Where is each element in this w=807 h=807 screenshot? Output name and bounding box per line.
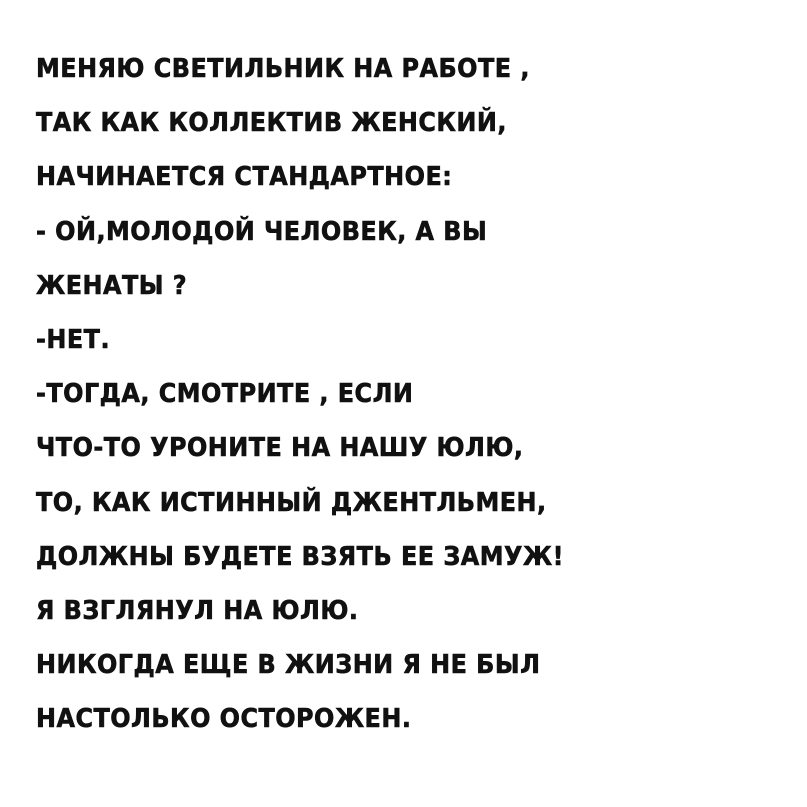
- story-line-11: Я ВЗГЛЯНУЛ НА ЮЛЮ.: [36, 595, 359, 626]
- story-line-4: - ОЙ,МОЛОДОЙ ЧЕЛОВЕК, А ВЫ: [36, 216, 488, 247]
- story-line-10: ДОЛЖНЫ БУДЕТЕ ВЗЯТЬ ЕЕ ЗАМУЖ!: [36, 541, 565, 572]
- story-line-2: ТАК КАК КОЛЛЕКТИВ ЖЕНСКИЙ,: [36, 108, 507, 139]
- story-line-9: ТО, КАК ИСТИННЫЙ ДЖЕНТЛЬМЕН,: [36, 487, 547, 518]
- story-line-5: ЖЕНАТЫ ?: [36, 270, 188, 301]
- story-line-6: -НЕТ.: [36, 324, 111, 355]
- story-line-13: НАСТОЛЬКО ОСТОРОЖЕН.: [36, 704, 412, 735]
- story-line-12: НИКОГДА ЕЩЕ В ЖИЗНИ Я НЕ БЫЛ: [36, 650, 541, 681]
- story-line-7: -ТОГДА, СМОТРИТЕ , ЕСЛИ: [36, 379, 414, 410]
- story-text-block: [36, 42, 776, 746]
- story-line-8: ЧТО-ТО УРОНИТЕ НА НАШУ ЮЛЮ,: [36, 433, 524, 464]
- story-line-3: НАЧИНАЕТСЯ СТАНДАРТНОЕ:: [36, 162, 453, 193]
- story-line-1: МЕНЯЮ СВЕТИЛЬНИК НА РАБОТЕ ,: [36, 54, 530, 84]
